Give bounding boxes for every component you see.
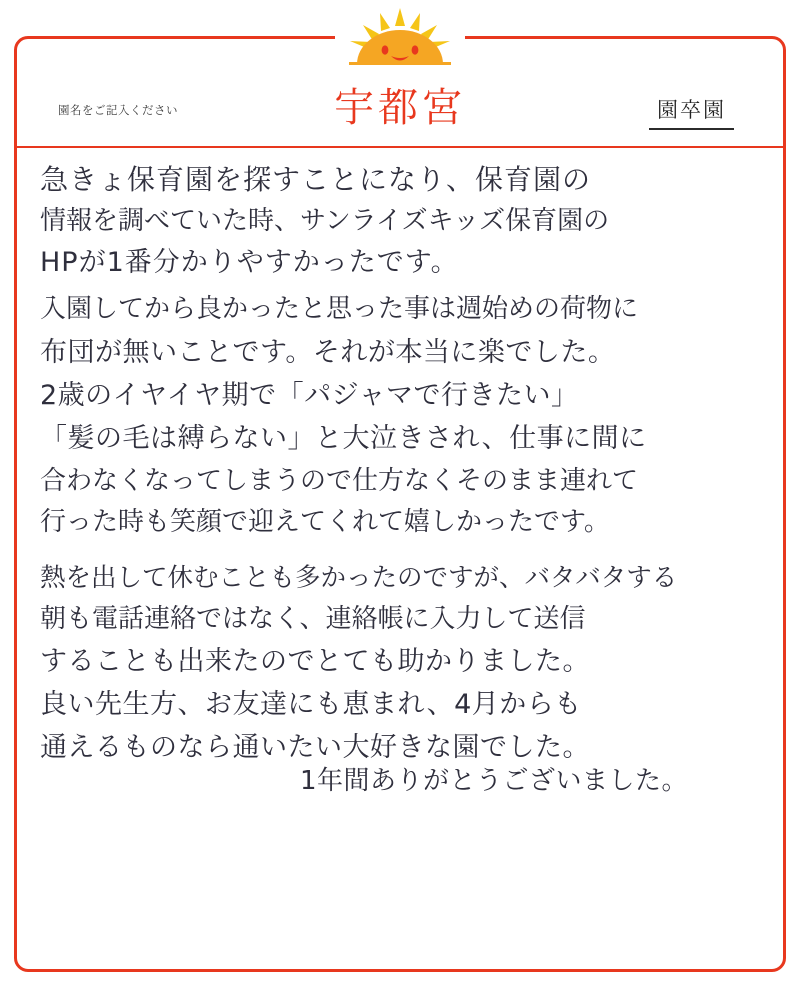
paragraph-gap	[40, 544, 760, 558]
body-line: 合わなくなってしまうので仕方なくそのまま連れて	[40, 465, 639, 496]
body-line: 急きょ保育園を探すことになり、保育園の	[40, 163, 592, 196]
sun-base-line	[349, 62, 451, 65]
header-row	[14, 80, 786, 140]
closing-line: 1年間ありがとうございました。	[300, 766, 689, 797]
body-line: 行った時も笑顔で迎えてくれて嬉しかったです。	[40, 507, 610, 538]
paragraph-3	[40, 558, 760, 769]
body-line: 入園してから良かったと思った事は週始めの荷物に	[40, 294, 639, 325]
body-line: 情報を調べていた時、サンライズキッズ保育園の	[40, 206, 610, 237]
paragraph-2	[40, 289, 760, 543]
body-line: 「髪の毛は縛らない」と大泣きされ、仕事に間に	[40, 423, 647, 455]
header-divider	[17, 146, 783, 148]
body-line: 朝も電話連絡ではなく、連絡帳に入力して送信	[40, 603, 586, 634]
sunrise-sun-logo	[335, 8, 465, 72]
body-line: することも出来たのでとても助かりました。	[40, 646, 590, 678]
school-name-value: 宇都宮	[334, 85, 466, 131]
body-line: 2歳のイヤイヤ期で「パジャマで行きたい」	[40, 380, 579, 412]
graduation-badge: 園卒園	[649, 92, 734, 130]
school-name-field-label: 園名をご記入ください	[58, 103, 178, 117]
body-line: 通えるものなら通いたい大好きな園でした。	[40, 731, 590, 763]
body-line: 布団が無いことです。それが本当に楽でした。	[40, 337, 616, 369]
body-line: 熱を出して休むことも多かったのですが、バタバタする	[40, 562, 678, 593]
body-line: HPが1番分かりやすかったです。	[40, 246, 459, 278]
handwritten-body	[40, 158, 760, 958]
paragraph-1	[40, 158, 760, 283]
body-line: 良い先生方、お友達にも恵まれ、4月からも	[40, 689, 582, 721]
